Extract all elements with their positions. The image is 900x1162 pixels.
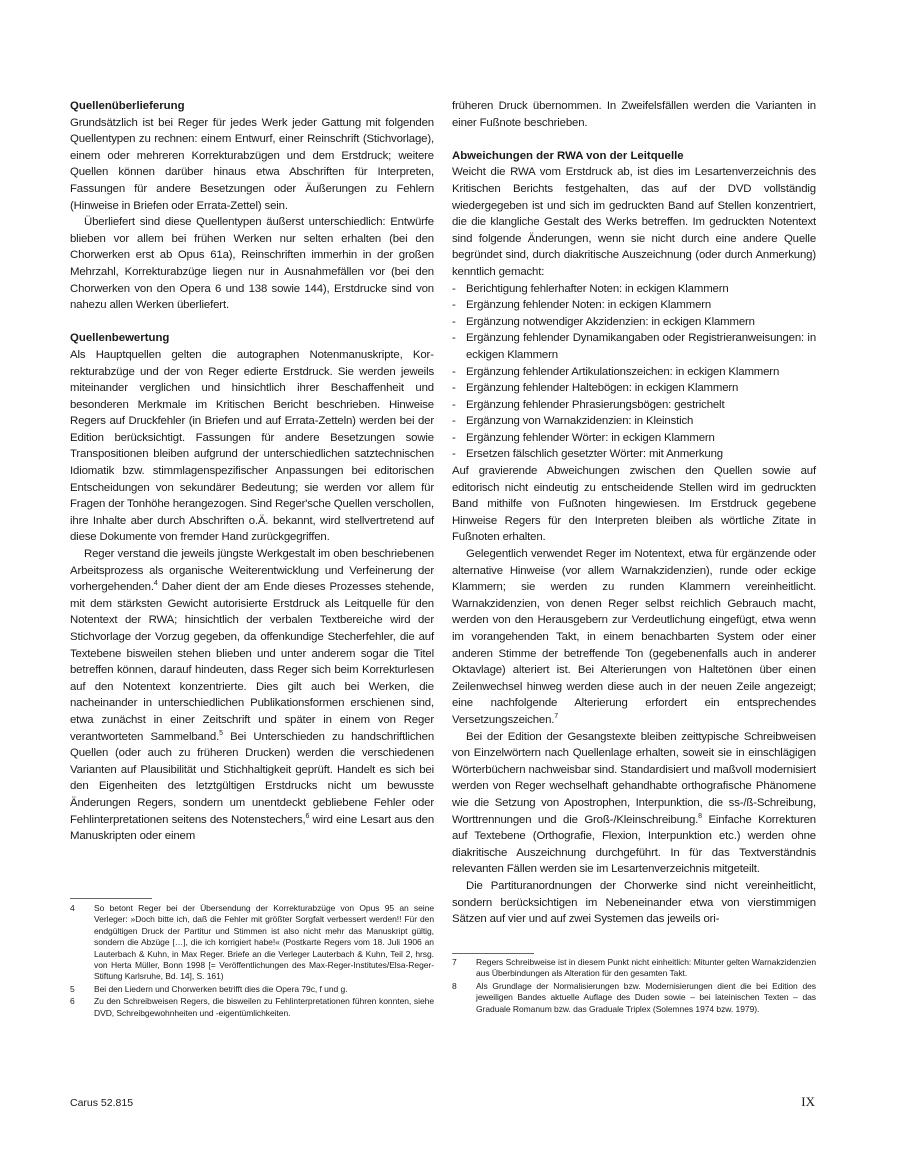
- right-column: [452, 98, 816, 928]
- footnote-text: Bei den Liedern und Chorwerken betrifft dies die Opera 79c, f und g.: [94, 983, 348, 994]
- section-heading: Quellenüberlieferung: [70, 100, 185, 112]
- footnote-number: 8: [452, 980, 457, 991]
- list-item: - Berichtigung fehlerhafter Noten: in eckigen Klammern: [452, 281, 816, 298]
- footnotes-left: [70, 903, 434, 1020]
- text-run: wird eine Lesart aus den Manuskripten oder einem: [70, 813, 435, 843]
- list-item: - Ergänzung fehlender Dynamikangaben oder Registrieranweisungen: in eckigen Klammern: [452, 330, 816, 363]
- footnote: [452, 957, 816, 980]
- footnote-number: 5: [70, 983, 75, 994]
- footnote-number: 6: [70, 996, 75, 1007]
- list-item: - Ergänzung fehlender Wörter: in eckigen Klammern: [452, 430, 816, 447]
- text-run: Gelegentlich verwendet Reger im Notentext, etwa für ergänzende oder alternative Hinweise (vor allem Warnakzidenzien), runde oder eckige Klammern; sie werden zu runden Klammern vereinheitlicht. Warnakzidenzien, von denen Reger selbst reichlich Gebrauch macht, werden von den Herausgebern zur Verdeutlichung eingefügt, etwa wenn im vorangehenden Takt, in einem benachbarten System oder einer anderen Stimme der betreffende Ton (gegebenenfalls auch in anderer Oktavlage) alteriert ist. Bei Alterierungen von Haltetönen über einen Zeilenwechsel hinweg werden diese auch in der neuen Zeile angezeigt; eine nachfolgende Alterierung erfordert ein entsprechendes Versetzungszeichen.: [452, 548, 816, 726]
- section-heading: Quellenbewertung: [70, 332, 170, 345]
- list-item: - Ergänzung von Warnakzidenzien: in Kleinstich: [452, 413, 816, 430]
- footnote: [452, 981, 816, 1015]
- list-item: - Ergänzung fehlender Noten: in eckigen Klammern: [452, 297, 816, 314]
- footnote: [70, 996, 434, 1019]
- footnote-ref[interactable]: 5: [219, 729, 223, 737]
- paragraph: Überliefert sind diese Quellentypen äußerst unterschiedlich: Entwürfe blieben vor allem bei frühen Werken nur selten erhalten (bei den Chorwerken erst ab Opus 61a), Reinschriften immerhin in der großen Mehrzahl, Korrekturabzüge liegen nur in Ausnahmefällen vor (bei den Chorwerken von den Opera 6 und 138 sowie 144), Erstdrucke sind von nahezu allen Werken überliefert.: [70, 216, 434, 312]
- list-item: - Ergänzung fehlender Artikulationszeichen: in eckigen Klammern: [452, 364, 816, 381]
- paragraph: [452, 729, 816, 878]
- footnote-divider: [452, 953, 534, 954]
- section-abweichungen: [452, 148, 816, 928]
- footnote: [70, 903, 434, 983]
- left-column: [70, 98, 434, 845]
- footnote-ref[interactable]: 8: [698, 812, 702, 820]
- paragraph-continuation: früheren Druck übernommen. In Zweifelsfällen werden die Varianten in einer Fußnote beschrieben.: [452, 100, 816, 129]
- paragraph: [452, 546, 816, 729]
- footnote-ref[interactable]: 4: [153, 580, 158, 588]
- text-run: Bei der Edition der Gesangstexte bleiben zeittypische Schreibweisen von Einzelwörtern nach Quellenlage erhalten, soweit sie in einschlägigen Wörterbüchern nachweisbar sind. Standardisiert und maßvoll modernisiert werden von Reger wechselhaft gehandhabte orthografische Phänomene wie die Setzung von Apostrophen, Interpunktion, die ss-/ß-Schreibung, Worttrennungen und die Groß-/Kleinschreibung.: [452, 730, 816, 826]
- footnote-ref[interactable]: 6: [305, 812, 310, 820]
- footnote-text: Zu den Schreibweisen Regers, die bisweilen zu Fehlinterpretationen führen konnten, siehe DVD, Schreibgewohnheiten und -eigentümlichkeiten.: [94, 996, 434, 1018]
- footnote: [70, 984, 434, 995]
- footnote-text: So betont Reger bei der Übersendung der Korrekturabzüge von Opus 95 an seine Verleger: »Doch bitte ich, daß die Fehler mit größter Sorgfalt verbessert werden!! Für den endgültigen Druck der Partitur und Stimmen ist also nicht mehr das Manuskript gültig, sondern die Abzüge […], die ich korrigiert habe!« (Postkarte Regers vom 18. Juli 1906 an Lauterbach & Kuhn, in Max Reger. Briefe an die Verleger Lauterbach & Kuhn, Teil 2, hrsg. von Herta Müller, Bonn 1998 [= Veröffentlichungen des Max-Reger-Institutes/Elsa-Reger-Stiftung Karlsruhe, Bd. 14], S. 161): [94, 903, 434, 982]
- text-run: Reger verstand die jeweils jüngste Werkgestalt im oben beschriebenen Arbeitsprozess als organische Weiterentwicklung und Verfeinerung der vorhergehenden.: [70, 548, 434, 594]
- footnotes-right: [452, 957, 816, 1016]
- paragraph: Auf gravierende Abweichungen zwischen den Quellen sowie auf editorisch nicht eindeutig zu entscheidende Stellen wird im gedruckten Band mithilfe von Fußnoten hingewiesen. Im Erstdruck gegebene Hinweise Regers für den Interpreten bleiben als wörtliche Zitate in Fußnoten erhalten.: [452, 465, 816, 544]
- spacer: [70, 314, 434, 331]
- paragraph: Als Hauptquellen gelten die autographen Notenmanuskripte, Korrekturabzüge und der von Reger edierte Erstdruck. Sie werden jeweils miteinander verglichen und hinsichtlich ihrer Beschaffenheit und besonderen Merkmale im Kritischen Bericht beschrieben. Hinweise Regers auf Druckfehler (in Briefen und auf Errata-Zetteln) werden bei der Edition berücksichtigt. Fassungen für andere Besetzungen sowie Transpositionen bleiben aufgrund der unterschiedlichen satztechnischen Idiomatik bzw. stimmlagenspezifischer Anpassungen bei editorischen Entscheidungen von sekundärer Bedeutung; sie werden vor allem für Fragen der Tonhöhe herangezogen. Sind Reger'sche Quellen verschollen, ihre Inhalte aber durch Abschriften o.Ä. bekannt, wird stellvertretend auf diese Dokumente von fremder Hand zurückgegriffen.: [70, 348, 434, 544]
- section-quellenbewertung: [70, 330, 434, 844]
- paragraph: Weicht die RWA vom Erstdruck ab, ist dies im Lesartenverzeichnis des Kritischen Berichts festgehalten, das auf der DVD vollständig wiedergegeben ist und sich im gedruckten Band auf Stellen konzentriert, die die klangliche Gestalt des Werks betreffen. Im gedruckten Notentext sind folgende Änderungen, wenn sie nicht durch eine andere Quelle begründet sind, durch diakritische Auszeichnung (oder durch Anmerkung) kenntlich gemacht:: [452, 166, 816, 278]
- change-list: [452, 281, 816, 464]
- footnote-number: 4: [70, 903, 75, 913]
- footnote-divider: [70, 898, 152, 899]
- list-item: - Ergänzung notwendiger Akzidenzien: in eckigen Klammern: [452, 314, 816, 331]
- paragraph: Grundsätzlich ist bei Reger für jedes Werk jeder Gattung mit folgenden Quellentypen zu rechnen: einem Entwurf, einer Reinschrift (Stichvorlage), einem oder mehreren Korrekturabzügen und dem Erstdruck; weitere Quellen können darüber hinaus etwa Abschriften für Interpreten, Fassungen für andere Besetzungen oder Äußerungen zu Fehlern (Hinweise in Briefen oder Errata-Zettel) sein.: [70, 116, 434, 212]
- footnote-text: Als Grundlage der Normalisierungen bzw. Modernisierungen dient die bei Edition des jeweiligen Bandes aktuelle Auflage des Duden sowie – bei lateinischen Texten – das Graduale Romanum bzw. das Graduale Triplex (Solemnes 1974 bzw. 1979).: [476, 980, 816, 1014]
- paragraph: Die Partituranordnungen der Chorwerke sind nicht vereinheitlicht, sondern berücksichtigen im Nebeneinander etwa von vierstimmigen Sätzen auf vier und auf zwei Systemen das jeweils ori-: [452, 879, 816, 926]
- footnote-number: 7: [452, 957, 457, 967]
- paragraph: [70, 546, 434, 845]
- list-item: - Ersetzen fälschlich gesetzter Wörter: mit Anmerkung: [452, 446, 816, 463]
- section-heading: Abweichungen der RWA von der Leitquelle: [452, 149, 684, 162]
- page-number: IX: [801, 1094, 815, 1109]
- section-quellenueberlieferung: [70, 98, 434, 314]
- list-item: - Ergänzung fehlender Haltebögen: in eckigen Klammern: [452, 380, 816, 397]
- list-item: - Ergänzung fehlender Phrasierungsbögen: gestrichelt: [452, 397, 816, 414]
- text-run: Daher dient der am Ende dieses Prozesses stehende, mit dem stärksten Gewicht autorisierte Erstdruck als Leitquelle für den Notentext der RWA; hinsichtlich der verbalen Textbereiche wird der Stichvorlage der Vorzug gegeben, da offenkundige Stecherfehler, die auf Textebene bisweilen stehen blieben und unter anderem sogar die Titel betreffen können, darauf hindeuten, dass Reger sich beim Korrekturlesen auf den Notentext konzentrierte. Dies gilt auch bei Werken, die nacheinander in unterschiedlichen Publikationsformen erschienen sind, etwa zunächst in einer Zeitschrift und später in einem von Reger verantworteten Sammelband.: [70, 581, 434, 743]
- text-run: Einfache Korrekturen auf Textebene (Orthografie, Flexion, Interpunktion etc.) werden ohne diakritische Auszeichnung durchgeführt. In für das Textverständnis relevanten Fällen werden sie im Lesartenverzeichnis mitgeteilt.: [452, 813, 816, 876]
- footnote-text: Regers Schreibweise ist in diesem Punkt nicht einheitlich: Mitunter gelten Warnakzidenzien aus Überbindungen als Alteration für den gesamten Takt.: [476, 957, 816, 979]
- publisher-catalog-number: Carus 52.815: [70, 1097, 134, 1109]
- text-run: Bei Unterschieden zu handschriftlichen Quellen (oder auch zu früheren Drucken) werden die verschiedenen Varianten auf Plausibilität und Stichhaltigkeit geprüft. Handelt es sich bei den Eigenheiten des letztgültigen Erstdrucks nicht um bewusste Änderungen Regers, sondern um unentdeckt gebliebene Fehler oder Fehlinterpretationen seitens des Notenstechers,: [70, 730, 435, 826]
- footnote-ref[interactable]: 7: [554, 713, 559, 721]
- spacer: [452, 131, 816, 148]
